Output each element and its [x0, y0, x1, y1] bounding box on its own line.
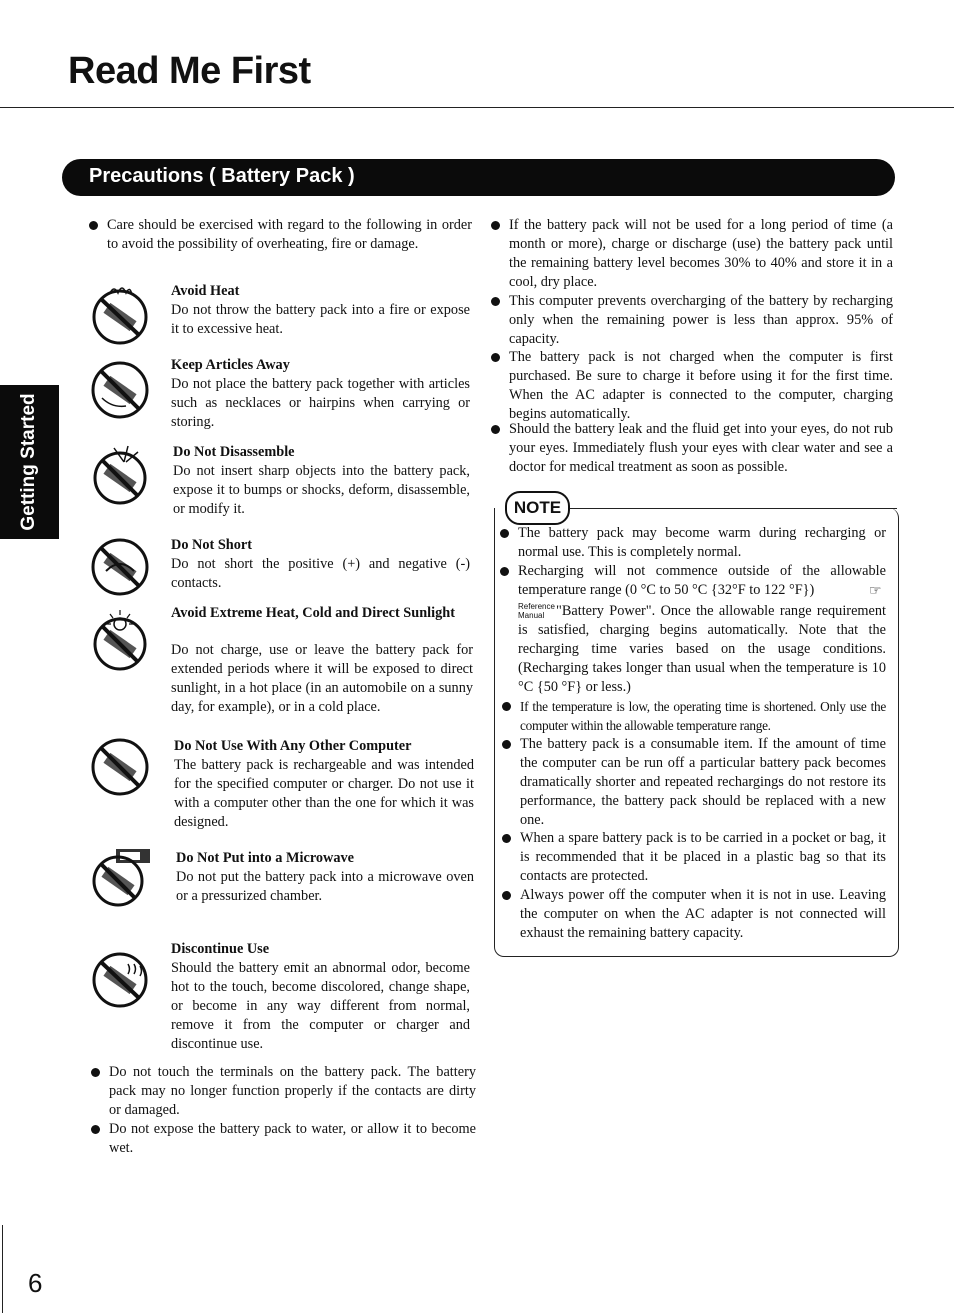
right-bullet: The battery pack is not charged when the computer is first purchased. Be sure to charge it before using it for the first time. When the AC adapter is connected to the computer, charging begins automatically.	[509, 349, 893, 422]
page-title: Read Me First	[68, 50, 311, 92]
warning-heading: Do Not Short	[171, 537, 253, 553]
discontinue-use-icon	[88, 946, 152, 1010]
warning-heading: Do Not Use With Any Other Computer	[174, 738, 412, 754]
warning-heading: Do Not Put into a Microwave	[176, 850, 355, 866]
note-item: When a spare battery pack is to be carried in a pocket or bag, it is recommended that it be placed in a plastic bag so that its contacts are protected.	[520, 830, 886, 884]
note-box-top-line	[566, 508, 897, 509]
no-sunlight-icon	[88, 608, 152, 672]
warning-text: Should the battery emit an abnormal odor, become hot to the touch, become discolored, change shape, or become in any way different from normal, remove it from the computer or charger and discontinue use.	[171, 960, 470, 1052]
warning-heading: Do Not Disassemble	[173, 444, 295, 460]
no-other-computer-icon	[88, 735, 152, 799]
warning-heading: Avoid Heat	[171, 283, 240, 299]
note-item: Always power off the computer when it is not in use. Leaving the computer on when the AC adapter is not connected will exhaust the remaining battery capacity.	[520, 887, 886, 941]
section-banner	[62, 159, 895, 196]
page-number: 6	[28, 1268, 43, 1298]
intro-bullet: Care should be exercised with regard to the following in order to avoid the possibility of overheating, fire or damage.	[107, 217, 472, 252]
warning-text: Do not put the battery pack into a microwave oven or a pressurized chamber.	[176, 869, 474, 904]
header-rule	[0, 107, 954, 108]
no-short-icon	[88, 535, 152, 599]
warning-text: The battery pack is rechargeable and was intended for the specified computer or charger. Do not use it with a computer other than the one for which it was designed.	[174, 757, 474, 830]
warning-text: Do not insert sharp objects into the battery pack, expose it to bumps or shocks, deform, disassemble, or modify it.	[173, 463, 470, 517]
side-tab	[0, 385, 59, 539]
warning-heading: Avoid Extreme Heat, Cold and Direct Sunlight	[171, 605, 455, 621]
side-tab-label: Getting Started	[18, 393, 39, 531]
no-disassemble-icon	[88, 442, 152, 506]
note-item: The battery pack may become warm during recharging or normal use. This is completely normal.	[518, 525, 886, 560]
warning-text: Do not short the positive (+) and negative (-) contacts.	[171, 556, 470, 591]
right-bullet: This computer prevents overcharging of the battery by recharging only when the remaining power is less than approx. 95% of capacity.	[509, 293, 893, 347]
page-edge-line	[2, 1225, 3, 1313]
warning-heading: Discontinue Use	[171, 941, 270, 957]
note-item-continued: "Battery Power". Once the allowable range requirement is satisfied, charging begins automatically. Note that the recharging time varies based on the usage conditions. (Recharging takes longer than usual when the temperature is 10 °C {50 °F} or less.)	[518, 603, 886, 695]
reference-manual-mark: Reference Manual	[518, 602, 555, 620]
reference-arrow-icon: ☞	[869, 583, 882, 599]
note-item: If the temperature is low, the operating time is shortened. Only use the computer within the allowable temperature range.	[520, 699, 886, 733]
warning-text: Do not throw the battery pack into a fire or expose it to excessive heat.	[171, 302, 470, 337]
warning-text: Do not place the battery pack together with articles such as necklaces or hairpins when carrying or storing.	[171, 376, 470, 430]
no-microwave-icon	[88, 845, 152, 909]
left-bullet: Do not touch the terminals on the battery pack. The battery pack may no longer function properly if the contacts are dirty or damaged.	[109, 1064, 476, 1118]
right-bullet: If the battery pack will not be used for a long period of time (a month or more), charge or discharge (use) the battery pack until the remaining battery level becomes 30% to 40% and store it in a cool, dry place.	[509, 217, 893, 290]
warning-heading: Keep Articles Away	[171, 357, 290, 373]
note-label: NOTE	[505, 491, 570, 525]
section-title: Precautions ( Battery Pack )	[89, 165, 355, 187]
no-fire-icon	[88, 283, 152, 347]
left-bullet: Do not expose the battery pack to water, or allow it to become wet.	[109, 1121, 476, 1156]
note-item: Recharging will not commence outside of the allowable temperature range (0 °C to 50 °C {32°F to 122 °F})	[518, 563, 886, 598]
note-item: The battery pack is a consumable item. If the amount of time the computer can be run off a particular battery pack becomes dramatically shorter and repeated rechargings do not restore its performance, the battery pack should be replaced with a new one.	[520, 736, 886, 828]
no-metal-articles-icon	[88, 358, 152, 422]
right-bullet: Should the battery leak and the fluid get into your eyes, do not rub your eyes. Immediately flush your eyes with clear water and see a doctor for medical treatment as soon as possible.	[509, 421, 893, 475]
warning-text: Do not charge, use or leave the battery pack for extended periods where it will be exposed to direct sunlight, in a hot place (in an automobile on a sunny day, for example), or in a cold place.	[171, 642, 473, 715]
